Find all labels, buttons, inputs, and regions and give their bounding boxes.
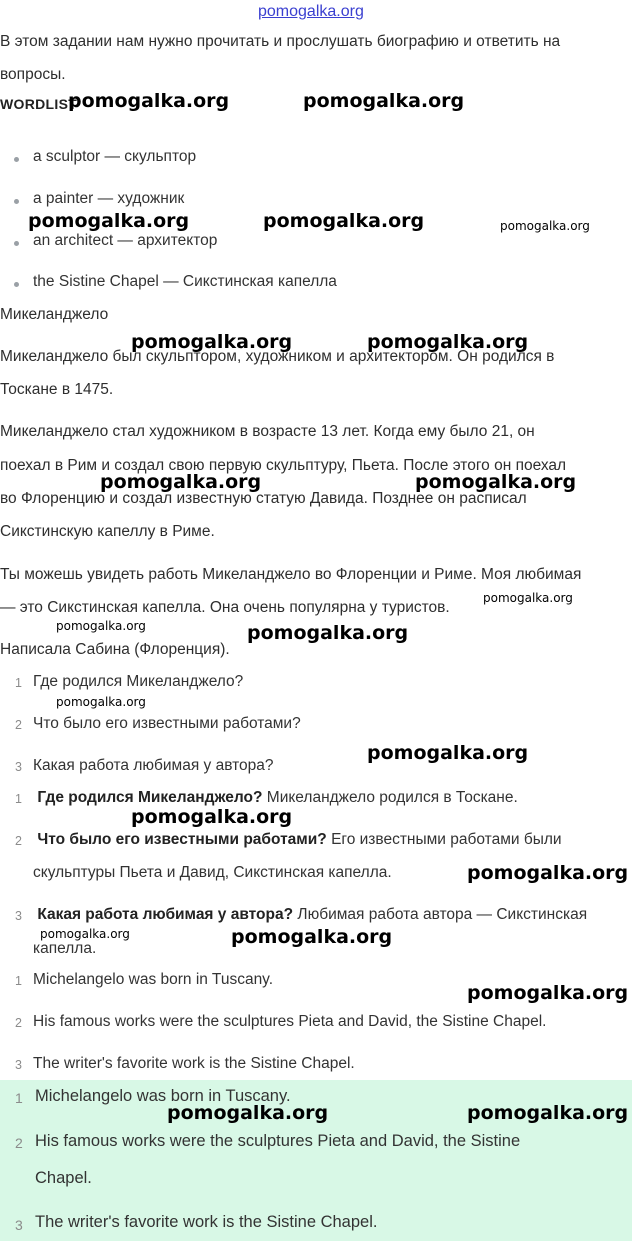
final-answer-item: His famous works were the sculptures Pieta and David, the Sistine <box>35 1132 521 1150</box>
watermark: pomogalka.org <box>467 1102 629 1124</box>
answer-text-cont: скульптуры Пьета и Давид, Сикстинская капелла. <box>33 864 392 881</box>
paragraph-line: Тоскане в 1475. <box>0 381 114 398</box>
intro-line-2: вопросы. <box>0 66 66 83</box>
watermark: pomogalka.org <box>131 331 293 353</box>
site-link[interactable]: pomogalka.org <box>258 3 364 20</box>
text-title: Микеланджело <box>0 306 109 323</box>
list-number: 3 <box>15 1217 23 1233</box>
paragraph-line: во Флоренцию и создал известную статую Давида. Позднее он расписал <box>0 490 527 507</box>
wordlist-item: a painter — художник <box>33 190 185 207</box>
bullet-icon <box>14 282 19 287</box>
watermark: pomogalka.org <box>68 90 230 112</box>
final-answer-item: Michelangelo was born in Tuscany. <box>35 1087 291 1105</box>
answer-en-item: His famous works were the sculptures Pieta and David, the Sistine Chapel. <box>33 1013 547 1030</box>
answer-question: Где родился Микеланджело? <box>37 789 263 806</box>
watermark: pomogalka.org <box>131 806 293 828</box>
answer-text: Микеланджело родился в Тоскане. <box>266 789 518 806</box>
list-number: 1 <box>15 974 22 988</box>
watermark: pomogalka.org <box>303 90 465 112</box>
watermark: pomogalka.org <box>40 927 130 941</box>
list-number: 2 <box>15 1135 23 1151</box>
intro-line-1: В этом задании нам нужно прочитать и прослушать биографию и ответить на <box>0 33 561 50</box>
list-number: 2 <box>15 834 22 848</box>
wordlist-item: an architect — архитектор <box>33 232 218 249</box>
answer-item <box>33 831 562 849</box>
watermark: pomogalka.org <box>500 219 590 233</box>
bullet-icon <box>14 157 19 162</box>
answer-question: Какая работа любимая у автора? <box>37 906 294 923</box>
paragraph-line: Микеланджело стал художником в возрасте 13 лет. Когда ему было 21, он <box>0 423 535 440</box>
watermark: pomogalka.org <box>367 742 529 764</box>
paragraph-line: Сикстинскую капеллу в Риме. <box>0 523 215 540</box>
list-number: 2 <box>15 1016 22 1030</box>
watermark: pomogalka.org <box>467 982 629 1004</box>
signature: Написала Сабина (Флоренция). <box>0 641 230 658</box>
answer-text-cont: капелла. <box>33 940 97 957</box>
answer-en-item: The writer's favorite work is the Sistine Chapel. <box>33 1055 355 1072</box>
list-number: 1 <box>15 792 22 806</box>
paragraph-line: Ты можешь увидеть работь Микеланджело во Флоренции и Риме. Моя любимая <box>0 566 582 583</box>
watermark: pomogalka.org <box>167 1102 329 1124</box>
final-answer-item: The writer's favorite work is the Sistine Chapel. <box>35 1213 378 1231</box>
watermark: pomogalka.org <box>415 471 577 493</box>
final-answer-cont: Chapel. <box>35 1169 92 1187</box>
answer-text: Любимая работа автора — Сикстинская <box>297 906 588 923</box>
list-number: 3 <box>15 909 22 923</box>
paragraph-line: — это Сикстинская капелла. Она очень популярна у туристов. <box>0 599 450 616</box>
answer-en-item: Michelangelo was born in Tuscany. <box>33 971 274 988</box>
question-item: Что было его известными работами? <box>33 715 301 732</box>
list-number: 1 <box>15 1090 23 1106</box>
watermark: pomogalka.org <box>483 591 573 605</box>
wordlist-title: WORDLIST <box>0 96 78 112</box>
watermark: pomogalka.org <box>28 210 190 232</box>
question-item: Где родился Микеланджело? <box>33 673 244 690</box>
watermark: pomogalka.org <box>56 695 146 709</box>
answer-item <box>33 789 518 807</box>
wordlist-item: the Sistine Chapel — Сикстинская капелла <box>33 273 337 290</box>
list-number: 1 <box>15 676 22 690</box>
answer-text: Его известными работами были <box>331 831 562 848</box>
bullet-icon <box>14 241 19 246</box>
answer-question: Что было его известными работами? <box>37 831 327 848</box>
list-number: 3 <box>15 760 22 774</box>
paragraph-line: поехал в Рим и создал свою первую скульптуру, Пьета. После этого он поехал <box>0 457 567 474</box>
answer-item <box>33 906 587 924</box>
list-number: 3 <box>15 1058 22 1072</box>
watermark: pomogalka.org <box>56 619 146 633</box>
watermark: pomogalka.org <box>247 622 409 644</box>
watermark: pomogalka.org <box>263 210 425 232</box>
watermark: pomogalka.org <box>100 471 262 493</box>
watermark: pomogalka.org <box>231 926 393 948</box>
question-item: Какая работа любимая у автора? <box>33 757 274 774</box>
list-number: 2 <box>15 718 22 732</box>
paragraph-line: Микеланджело был скульптором, художником и архитектором. Он родился в <box>0 348 555 365</box>
watermark: pomogalka.org <box>367 331 529 353</box>
bullet-icon <box>14 199 19 204</box>
watermark: pomogalka.org <box>467 862 629 884</box>
wordlist-item: a sculptor — скульптор <box>33 148 197 165</box>
